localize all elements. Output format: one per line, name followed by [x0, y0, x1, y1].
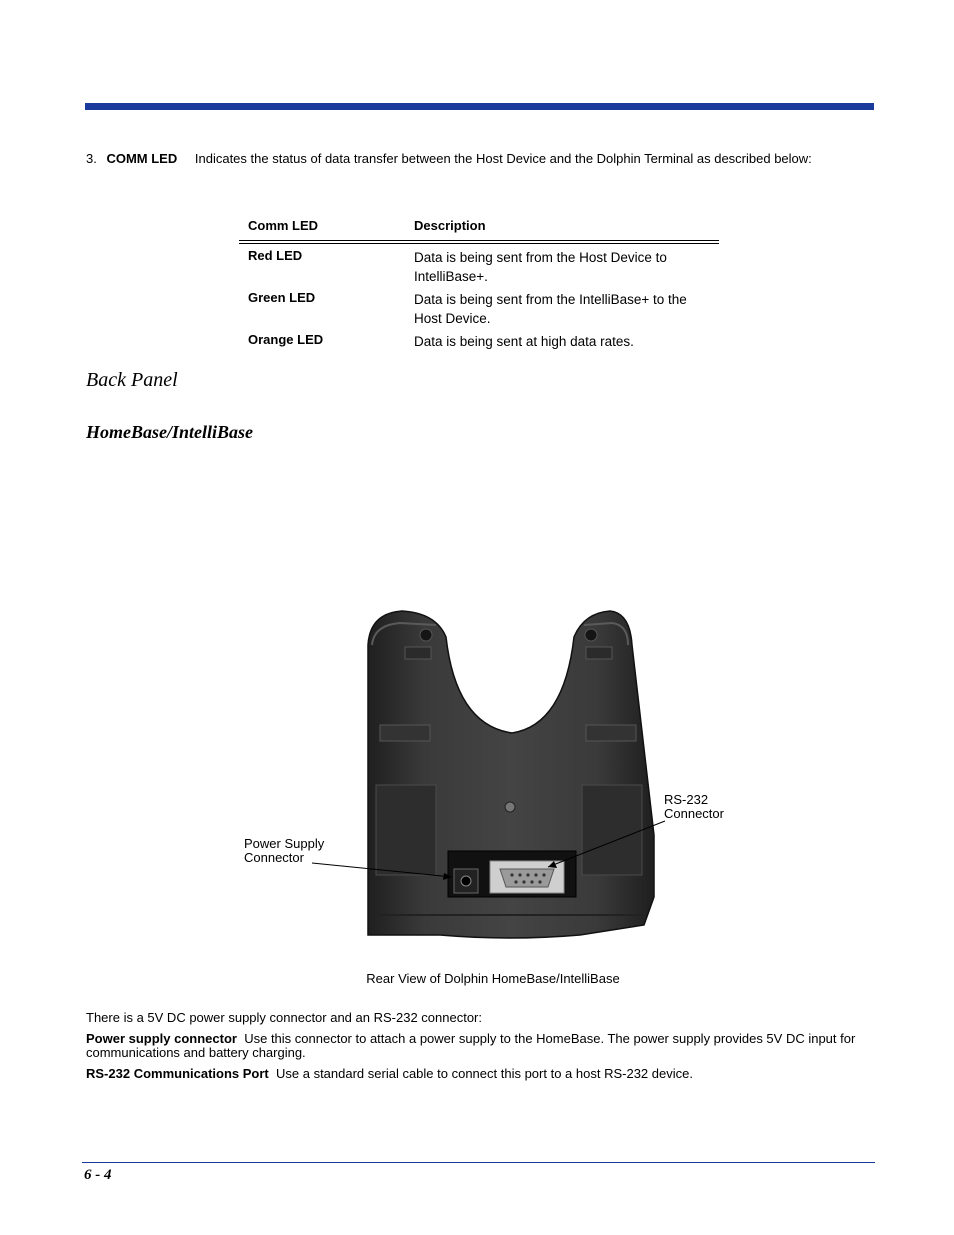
table-row	[239, 290, 719, 328]
homebase-rear-view-image	[240, 585, 740, 945]
table-row	[239, 332, 719, 351]
comm-led-table	[239, 210, 719, 351]
rs232-term: RS-232 Communications Port	[86, 1066, 269, 1081]
rs232-connector-label: RS-232 Connector	[664, 792, 724, 821]
column-header-comm-led: Comm LED	[248, 218, 319, 233]
table-row	[239, 248, 719, 286]
power-supply-term: Power supply connector	[86, 1031, 237, 1046]
table-header	[239, 210, 719, 241]
section-title: Back Panel	[86, 369, 178, 391]
rs232-description	[86, 1067, 876, 1081]
column-header-description: Description	[414, 218, 486, 233]
list-number: 3.	[86, 151, 97, 166]
led-description: Data is being sent at high data rates.	[414, 334, 634, 349]
led-name: Green LED	[248, 290, 316, 305]
power-supply-description	[86, 1032, 876, 1060]
page-number: 6 - 4	[84, 1167, 112, 1183]
header-rule	[85, 103, 874, 110]
led-description: Data is being sent from the Host Device to IntelliBase+.	[414, 250, 667, 284]
comm-led-term: COMM LED	[106, 151, 178, 166]
led-description: Data is being sent from the IntelliBase+ to the Host Device.	[414, 292, 687, 326]
connector-summary: There is a 5V DC power supply connector and an RS-232 connector:	[86, 1010, 482, 1025]
subsection-title: HomeBase/IntelliBase	[86, 422, 254, 442]
power-supply-connector-label: Power Supply Connector	[244, 836, 325, 865]
rs232-text: Use a standard serial cable to connect this port to a host RS-232 device.	[276, 1066, 693, 1081]
figure-caption: Rear View of Dolphin HomeBase/IntelliBase	[366, 971, 620, 986]
power-supply-text: Use this connector to attach a power supply to the HomeBase. The power supply provides 5V DC input for communications and battery charging.	[86, 1031, 856, 1060]
comm-led-text: Indicates the status of data transfer between the Host Device and the Dolphin Terminal as described below:	[194, 151, 812, 166]
comm-led-intro	[86, 151, 812, 166]
led-name: Red LED	[248, 248, 303, 263]
led-name: Orange LED	[248, 332, 324, 347]
footer-rule	[82, 1162, 875, 1163]
